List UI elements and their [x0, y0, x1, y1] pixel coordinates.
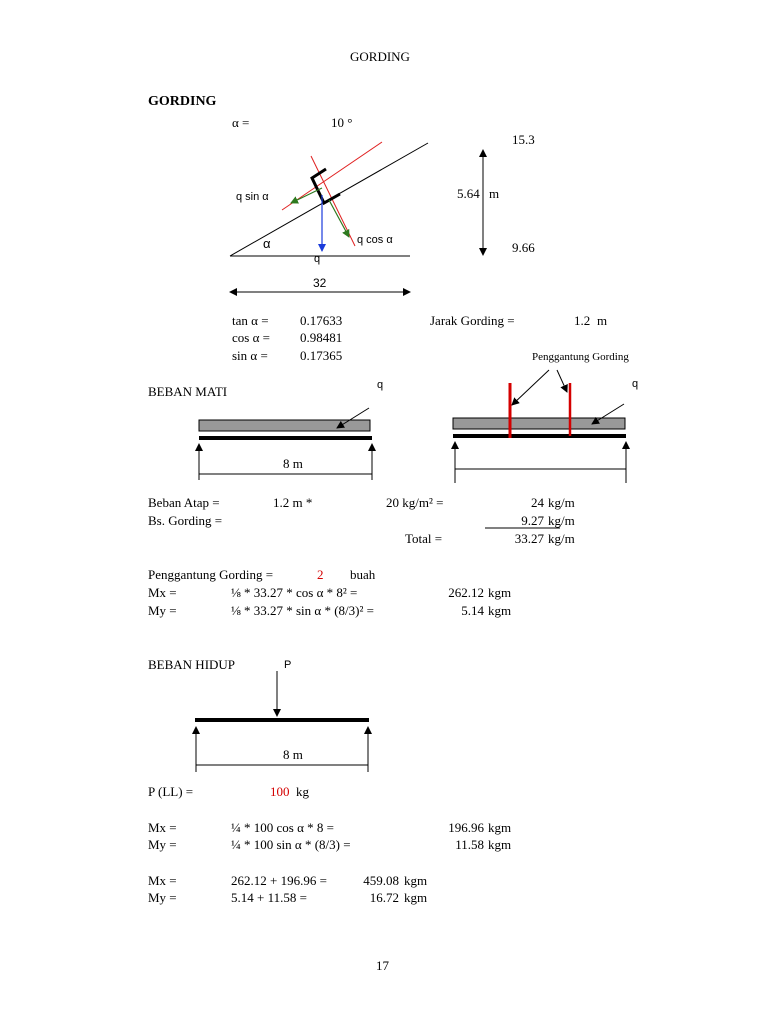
beban-mati-span: 8 m [283, 456, 303, 471]
beban-hidup-title: BEBAN HIDUP [148, 657, 236, 672]
q-cos-arrow [329, 200, 349, 237]
penggantung-unit: buah [350, 567, 376, 582]
angle-label: α = [232, 115, 250, 130]
top-value: 15.3 [512, 132, 535, 147]
hidup-my-value: 11.58 [455, 837, 484, 852]
height-value: 5.64 [457, 186, 480, 201]
red-guide-line-2 [311, 156, 355, 246]
bs-gording-value: 9.27 [521, 513, 544, 528]
total-value: 33.27 [514, 531, 544, 546]
hidup-mx-value: 196.96 [448, 820, 484, 835]
total-mx-label: Mx = [148, 873, 177, 888]
penggantung-label: Penggantung Gording = [148, 567, 274, 582]
total-label: Total = [405, 531, 443, 546]
beban-hidup-beam [195, 671, 369, 772]
trig-cos-label: cos α = [232, 330, 270, 345]
total-unit: kg/m [548, 531, 575, 546]
beban-atap-value: 24 [531, 495, 544, 510]
alpha-label: α [263, 236, 271, 251]
hidup-mx-label: Mx = [148, 820, 177, 835]
total-my-value: 16.72 [369, 890, 399, 905]
hidup-mx-formula: ¼ * 100 cos α * 8 = [231, 820, 334, 835]
beban-hidup-span: 8 m [283, 747, 303, 762]
trig-cos-value: 0.98481 [300, 330, 343, 345]
total-mx-value: 459.08 [363, 873, 399, 888]
beban-mati-q-right: q [632, 378, 639, 390]
beban-atap-b: 20 kg/m² = [386, 495, 444, 510]
mati-mx-unit: kgm [488, 585, 512, 600]
angle-value: 10 ° [331, 115, 353, 130]
mati-my-label: My = [148, 603, 177, 618]
jarak-value: 1.2 [574, 313, 591, 328]
bs-gording-label: Bs. Gording = [148, 513, 223, 528]
mati-mx-value: 262.12 [448, 585, 484, 600]
jarak-unit: m [597, 313, 608, 328]
trig-sin-label: sin α = [232, 348, 268, 363]
bs-gording-unit: kg/m [548, 513, 575, 528]
page-number: 17 [376, 958, 389, 973]
penggantung-count: 2 [317, 567, 324, 582]
mati-my-formula: ⅛ * 33.27 * sin α * (8/3)² = [231, 603, 374, 618]
height-unit: m [489, 186, 500, 201]
base-dimension-label: 32 [313, 276, 327, 290]
hidup-my-label: My = [148, 837, 177, 852]
hidup-mx-unit: kgm [488, 820, 512, 835]
mati-my-value: 5.14 [461, 603, 484, 618]
mati-mx-label: Mx = [148, 585, 177, 600]
page-header: GORDING [350, 49, 410, 64]
beban-mati-q-left: q [377, 379, 384, 391]
jarak-label: Jarak Gording = [430, 313, 515, 328]
q-cos-label: q cos α [357, 234, 393, 246]
section-title: GORDING [148, 94, 217, 109]
beban-atap-unit: kg/m [548, 495, 575, 510]
q-label: q [314, 253, 321, 265]
bottom-value: 9.66 [512, 240, 535, 255]
total-my-label: My = [148, 890, 177, 905]
total-my-unit: kgm [404, 890, 428, 905]
trig-tan-label: tan α = [232, 313, 269, 328]
total-mx-unit: kgm [404, 873, 428, 888]
mati-mx-formula: ⅛ * 33.27 * cos α * 8² = [231, 585, 358, 600]
penggantung-callout: Penggantung Gording [532, 351, 629, 363]
pll-label: P (LL) = [148, 784, 194, 799]
p-load-label: P [284, 659, 292, 671]
beban-mati-beam-right [453, 370, 626, 483]
mati-my-unit: kgm [488, 603, 512, 618]
beban-atap-a: 1.2 m * [273, 495, 313, 510]
total-mx-formula: 262.12 + 196.96 = [231, 873, 327, 888]
total-my-formula: 5.14 + 11.58 = [231, 890, 307, 905]
roof-figure [230, 142, 483, 292]
beban-mati-title: BEBAN MATI [148, 384, 228, 399]
beban-atap-label: Beban Atap = [148, 495, 220, 510]
trig-tan-value: 0.17633 [300, 313, 343, 328]
pll-value: 100 [270, 784, 290, 799]
q-sin-arrow [291, 188, 322, 203]
q-sin-label: q sin α [236, 191, 269, 203]
hidup-my-formula: ¼ * 100 sin α * (8/3) = [231, 837, 351, 852]
hidup-my-unit: kgm [488, 837, 512, 852]
trig-sin-value: 0.17365 [300, 348, 343, 363]
pll-unit: kg [296, 784, 309, 799]
